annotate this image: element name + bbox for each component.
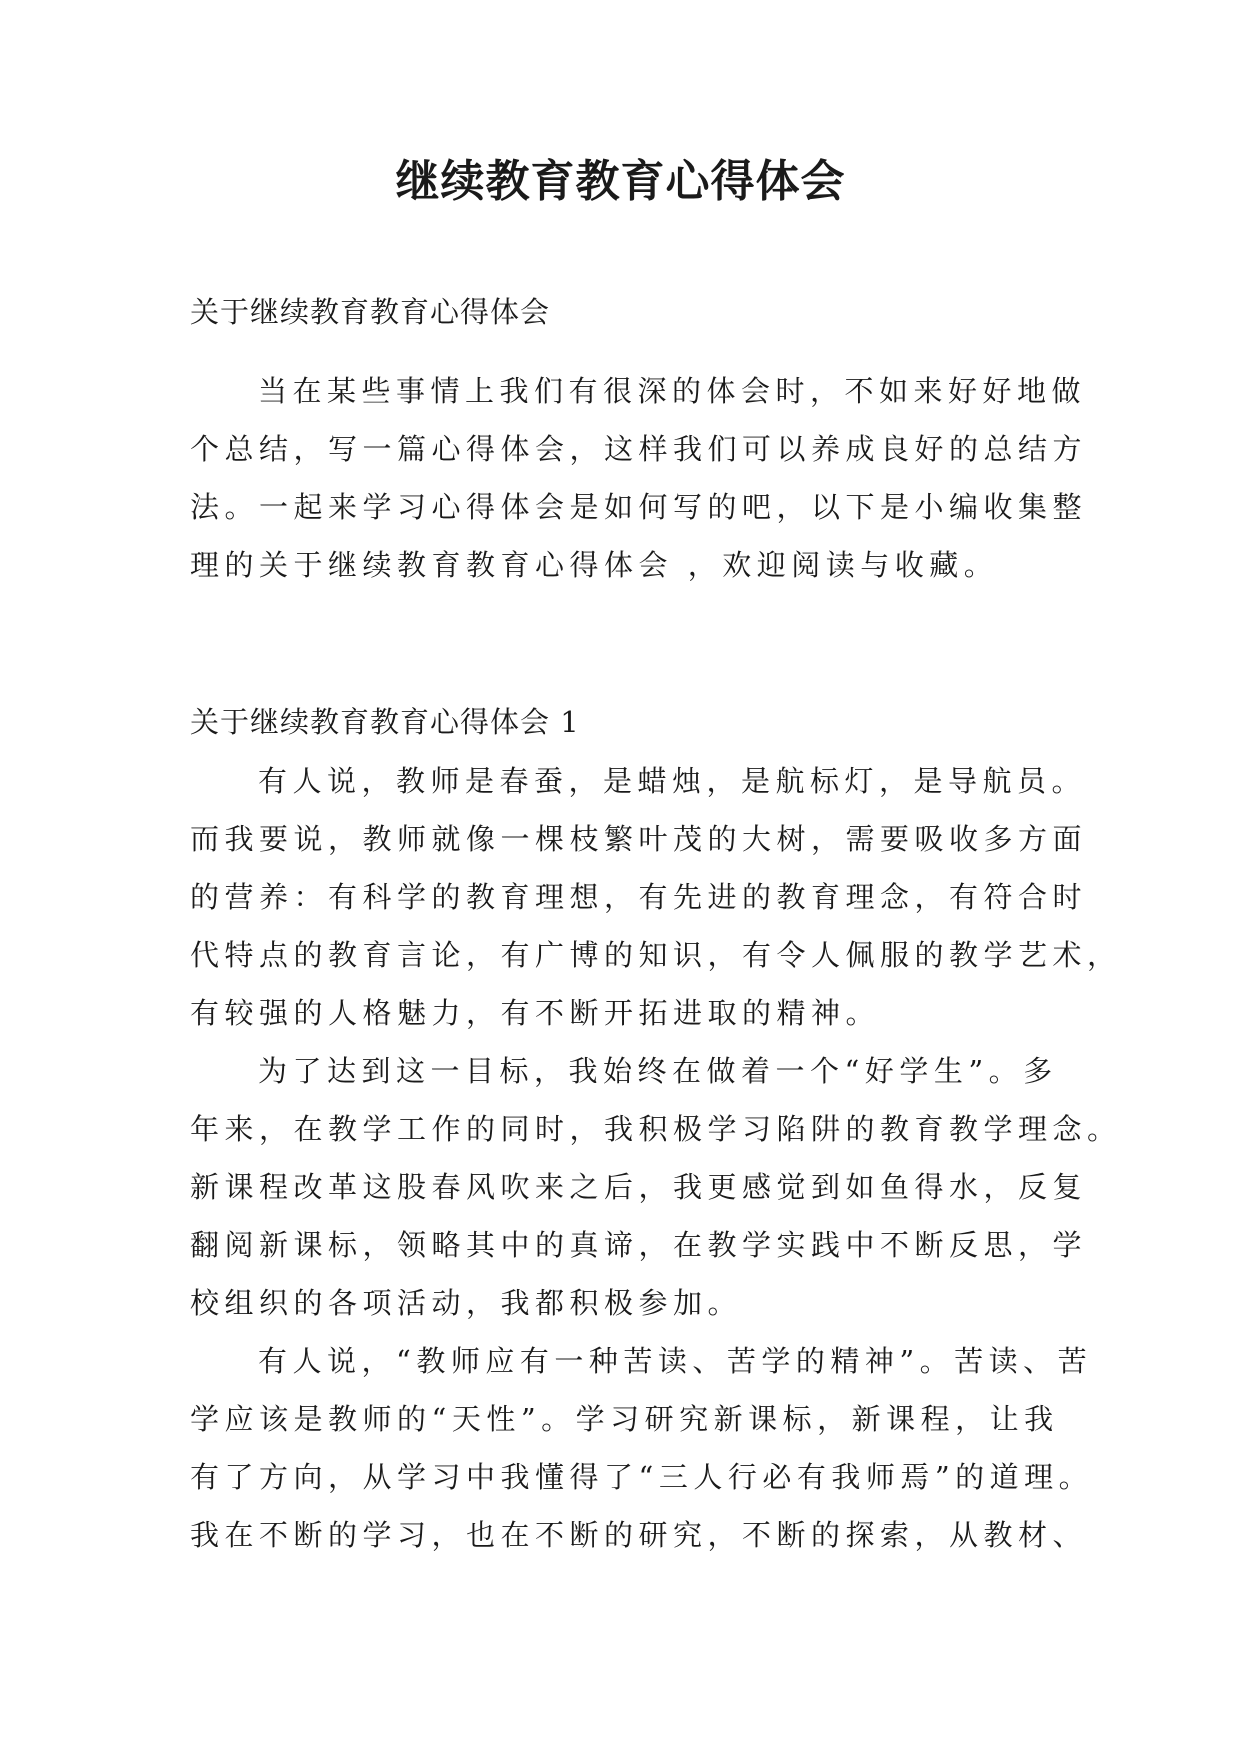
intro-paragraph xyxy=(190,362,1088,594)
section-heading-1: 关于继续教育教育心得体会 1 xyxy=(190,705,580,739)
paragraph-3 xyxy=(190,1332,1094,1564)
paragraph-3-line-1: 有人说，“教师应有一种苦读、苦学的精神”。苦读、苦 xyxy=(258,1344,1093,1378)
paragraph-2-line-1: 为了达到这一目标，我始终在做着一个“好学生”。多 xyxy=(258,1054,1058,1088)
document-subtitle: 关于继续教育教育心得体会 xyxy=(190,295,551,329)
paragraph-1-line-1: 有人说，教师是春蚕，是蜡烛，是航标灯，是导航员。 xyxy=(258,764,1087,798)
intro-line-3: 法。一起来学习心得体会是如何写的吧，以下是小编收集整 xyxy=(190,490,1088,524)
paragraph-2-line-4: 翻阅新课标，领略其中的真谛，在教学实践中不断反思，学 xyxy=(190,1228,1088,1262)
intro-line-2: 个总结，写一篇心得体会，这样我们可以养成良好的总结方 xyxy=(190,432,1088,466)
paragraph-3-line-3: 有了方向，从学习中我懂得了“三人行必有我师焉”的道理。 xyxy=(190,1460,1094,1494)
intro-line-1: 当在某些事情上我们有很深的体会时，不如来好好地做 xyxy=(258,374,1087,408)
paragraph-2-line-3: 新课程改革这股春风吹来之后，我更感觉到如鱼得水，反复 xyxy=(190,1170,1088,1204)
paragraph-1 xyxy=(190,752,1122,1042)
paragraph-3-line-2: 学应该是教师的“天性”。学习研究新课标，新课程，让我 xyxy=(190,1402,1059,1436)
paragraph-1-line-2: 而我要说，教师就像一棵枝繁叶茂的大树，需要吸收多方面 xyxy=(190,822,1088,856)
paragraph-1-line-4: 代特点的教育言论，有广博的知识，有令人佩服的教学艺术， xyxy=(190,938,1122,972)
paragraph-2-line-5: 校组织的各项活动，我都积极参加。 xyxy=(190,1286,743,1320)
paragraph-1-line-5: 有较强的人格魅力，有不断开拓进取的精神。 xyxy=(190,996,881,1030)
paragraph-1-line-3: 的营养：有科学的教育理想，有先进的教育理念，有符合时 xyxy=(190,880,1088,914)
intro-line-4: 理的关于继续教育教育心得体会 ，欢迎阅读与收藏。 xyxy=(190,548,999,582)
paragraph-2-line-2: 年来，在教学工作的同时，我积极学习陷阱的教育教学理念。 xyxy=(190,1112,1122,1146)
document-title: 继续教育教育心得体会 xyxy=(395,156,846,207)
paragraph-3-line-4: 我在不断的学习，也在不断的研究，不断的探索，从教材、 xyxy=(190,1518,1088,1552)
paragraph-2 xyxy=(190,1042,1122,1332)
